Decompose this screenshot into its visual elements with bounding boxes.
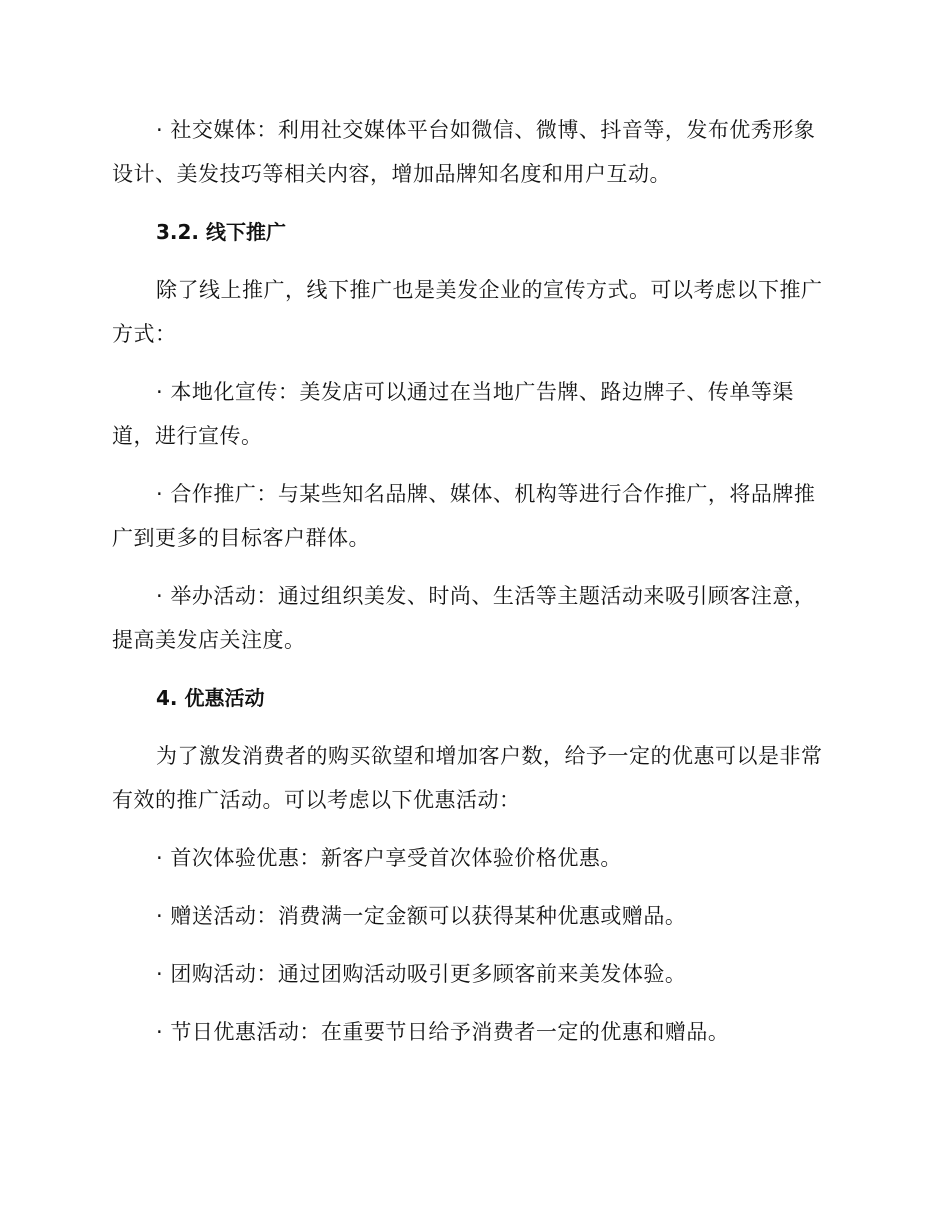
offline-promotion-intro: 除了线上推广，线下推广也是美发企业的宣传方式。可以考虑以下推广方式： [112,278,823,346]
bullet-events: · 举办活动：通过组织美发、时尚、生活等主题活动来吸引顾客注意，提高美发店关注度。 [112,584,816,652]
heading-discount-activities: 4. 优惠活动 [156,686,265,710]
bullet-social-media: · 社交媒体：利用社交媒体平台如微信、微博、抖音等，发布优秀形象设计、美发技巧等相关内容，增加品牌知名度和用户互动。 [112,118,816,186]
bullet-gift-activity: · 赠送活动：消费满一定金额可以获得某种优惠或赠品。 [156,904,687,928]
bullet-holiday-offer: · 节日优惠活动：在重要节日给予消费者一定的优惠和赠品。 [156,1020,730,1044]
document-page [112,108,834,1068]
discount-intro: 为了激发消费者的购买欲望和增加客户数，给予一定的优惠可以是非常有效的推广活动。可以考虑以下优惠活动： [112,744,823,812]
heading-offline-promotion: 3.2. 线下推广 [156,220,286,244]
bullet-group-buy: · 团购活动：通过团购活动吸引更多顾客前来美发体验。 [156,962,687,986]
bullet-cooperation: · 合作推广：与某些知名品牌、媒体、机构等进行合作推广，将品牌推广到更多的目标客户群体。 [112,482,816,550]
bullet-first-experience: · 首次体验优惠：新客户享受首次体验价格优惠。 [156,846,622,870]
bullet-local-promotion: · 本地化宣传：美发店可以通过在当地广告牌、路边牌子、传单等渠道，进行宣传。 [112,380,794,448]
